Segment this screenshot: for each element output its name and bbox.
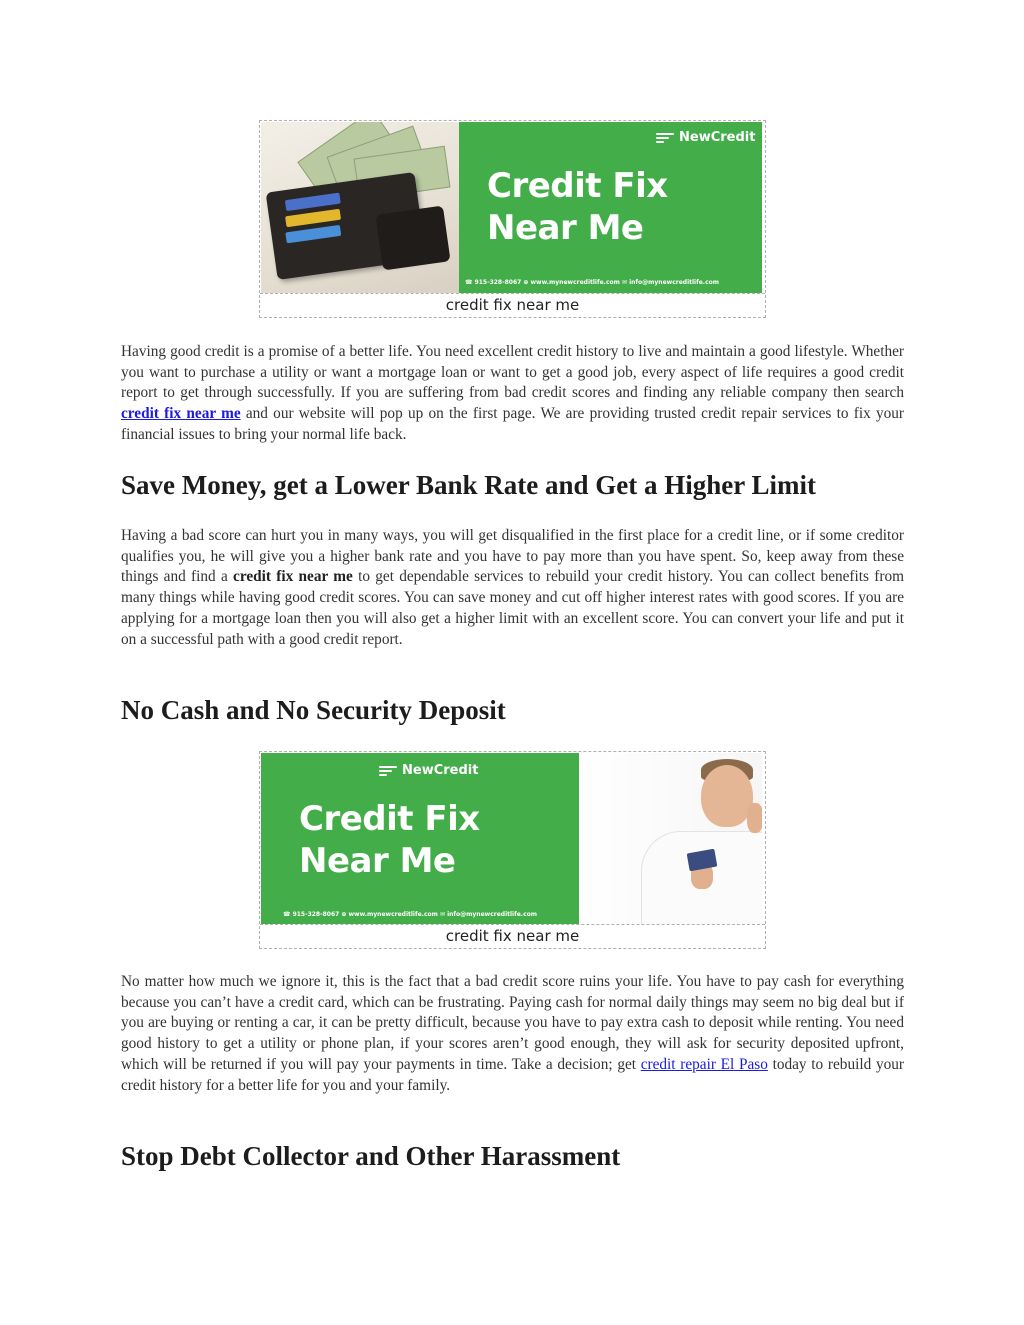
banner-headline — [299, 798, 480, 882]
logo-mark-icon — [656, 132, 674, 143]
credit-repair-el-paso-link[interactable]: credit repair El Paso — [640, 1055, 768, 1073]
paragraph-text: to get dependable services to rebuild your credit history. You can collect benefits from many things while having good credit scores. You can save money and cut off higher interest rates with good scores. If you are applying for a mortgage loan then you will also get a higher limit with an excellent score. You can convert your life and put it on a successful path with a good credit report. — [121, 568, 904, 648]
newcredit-logo — [656, 130, 755, 145]
wallet-photo — [261, 122, 459, 293]
paragraph-text: and our website will pop up on the first page. We are providing trusted credit repair services to fix your financial issues to bring your normal life back. — [121, 405, 904, 443]
paragraph-3 — [121, 972, 904, 1096]
banner-image-1 — [261, 122, 762, 293]
paragraph-text: today to rebuild your credit history for a better life for you and your family. — [121, 1055, 904, 1094]
credit-card-icon — [285, 225, 341, 244]
banner-green-panel — [459, 122, 762, 293]
section-heading-1: Save Money, get a Lower Bank Rate and Get a Higher Limit — [121, 470, 816, 500]
paragraph-1 — [121, 342, 904, 446]
newcredit-logo — [379, 763, 478, 778]
paragraph-2 — [121, 526, 904, 650]
banner-figure-2 — [259, 751, 766, 949]
credit-card-icon — [285, 209, 341, 228]
phone-hand — [747, 803, 762, 833]
figure-caption-2: credit fix near me — [260, 924, 765, 948]
logo-mark-icon — [379, 765, 397, 776]
bold-keyword: credit fix near me — [233, 568, 353, 586]
credit-card-icon — [285, 193, 341, 212]
logo-text: NewCredit — [679, 130, 756, 145]
logo-text: NewCredit — [402, 763, 479, 778]
banner-green-panel — [261, 753, 579, 924]
paragraph-text: Having a bad score can hurt you in many ways, you will get disqualified in the first place for a credit line, or if some creditor qualifies you, he will give you a higher bank rate and you have to pay more than you have spent. So, keep away from these things and find a — [121, 527, 904, 586]
banner-figure-1 — [259, 120, 766, 318]
headline-line-2: Near Me — [299, 841, 456, 881]
figure-caption-1: credit fix near me — [260, 293, 765, 317]
headline-line-1: Credit Fix — [487, 166, 668, 206]
wallet-flap — [375, 206, 450, 271]
man-face — [701, 765, 753, 827]
section-heading-2: No Cash and No Security Deposit — [121, 695, 506, 725]
credit-fix-link[interactable]: credit fix near me — [121, 405, 241, 423]
banner-headline — [487, 165, 668, 249]
section-heading-3: Stop Debt Collector and Other Harassment — [121, 1141, 621, 1171]
headline-line-2: Near Me — [487, 208, 644, 248]
banner-contact: ☎ 915-328-8067 ⊕ www.mynewcreditlife.com ✉ info@mynewcreditlife.com — [465, 279, 719, 286]
headline-line-1: Credit Fix — [299, 799, 480, 839]
paragraph-text: Having good credit is a promise of a better life. You need excellent credit history to live and maintain a good lifestyle. Whether you want to purchase a utility or want a mortgage loan or want to get a good job, every aspect of life requires a good credit report to get through successfully. If you are suffering from bad credit scores and finding any reliable company then search — [121, 343, 904, 402]
banner-contact: ☎ 915-328-8067 ⊕ www.mynewcreditlife.com ✉ info@mynewcreditlife.com — [283, 911, 537, 918]
paragraph-text: No matter how much we ignore it, this is the fact that a bad credit score ruins your life. You have to pay cash for everything because you can’t have a credit card, which can be frustrating. Paying cash for normal daily things may seem no big deal but if you are buying or renting a car, it can be pretty difficult, because you have to pay extra cash to deposit while renting. You need good history to get a utility or phone plan, if your scores aren’t good enough, they will ask for security deposited upfront, which will be returned if you will pay your payments in time. Take a decision; get — [121, 973, 904, 1073]
banner-image-2 — [261, 753, 762, 924]
